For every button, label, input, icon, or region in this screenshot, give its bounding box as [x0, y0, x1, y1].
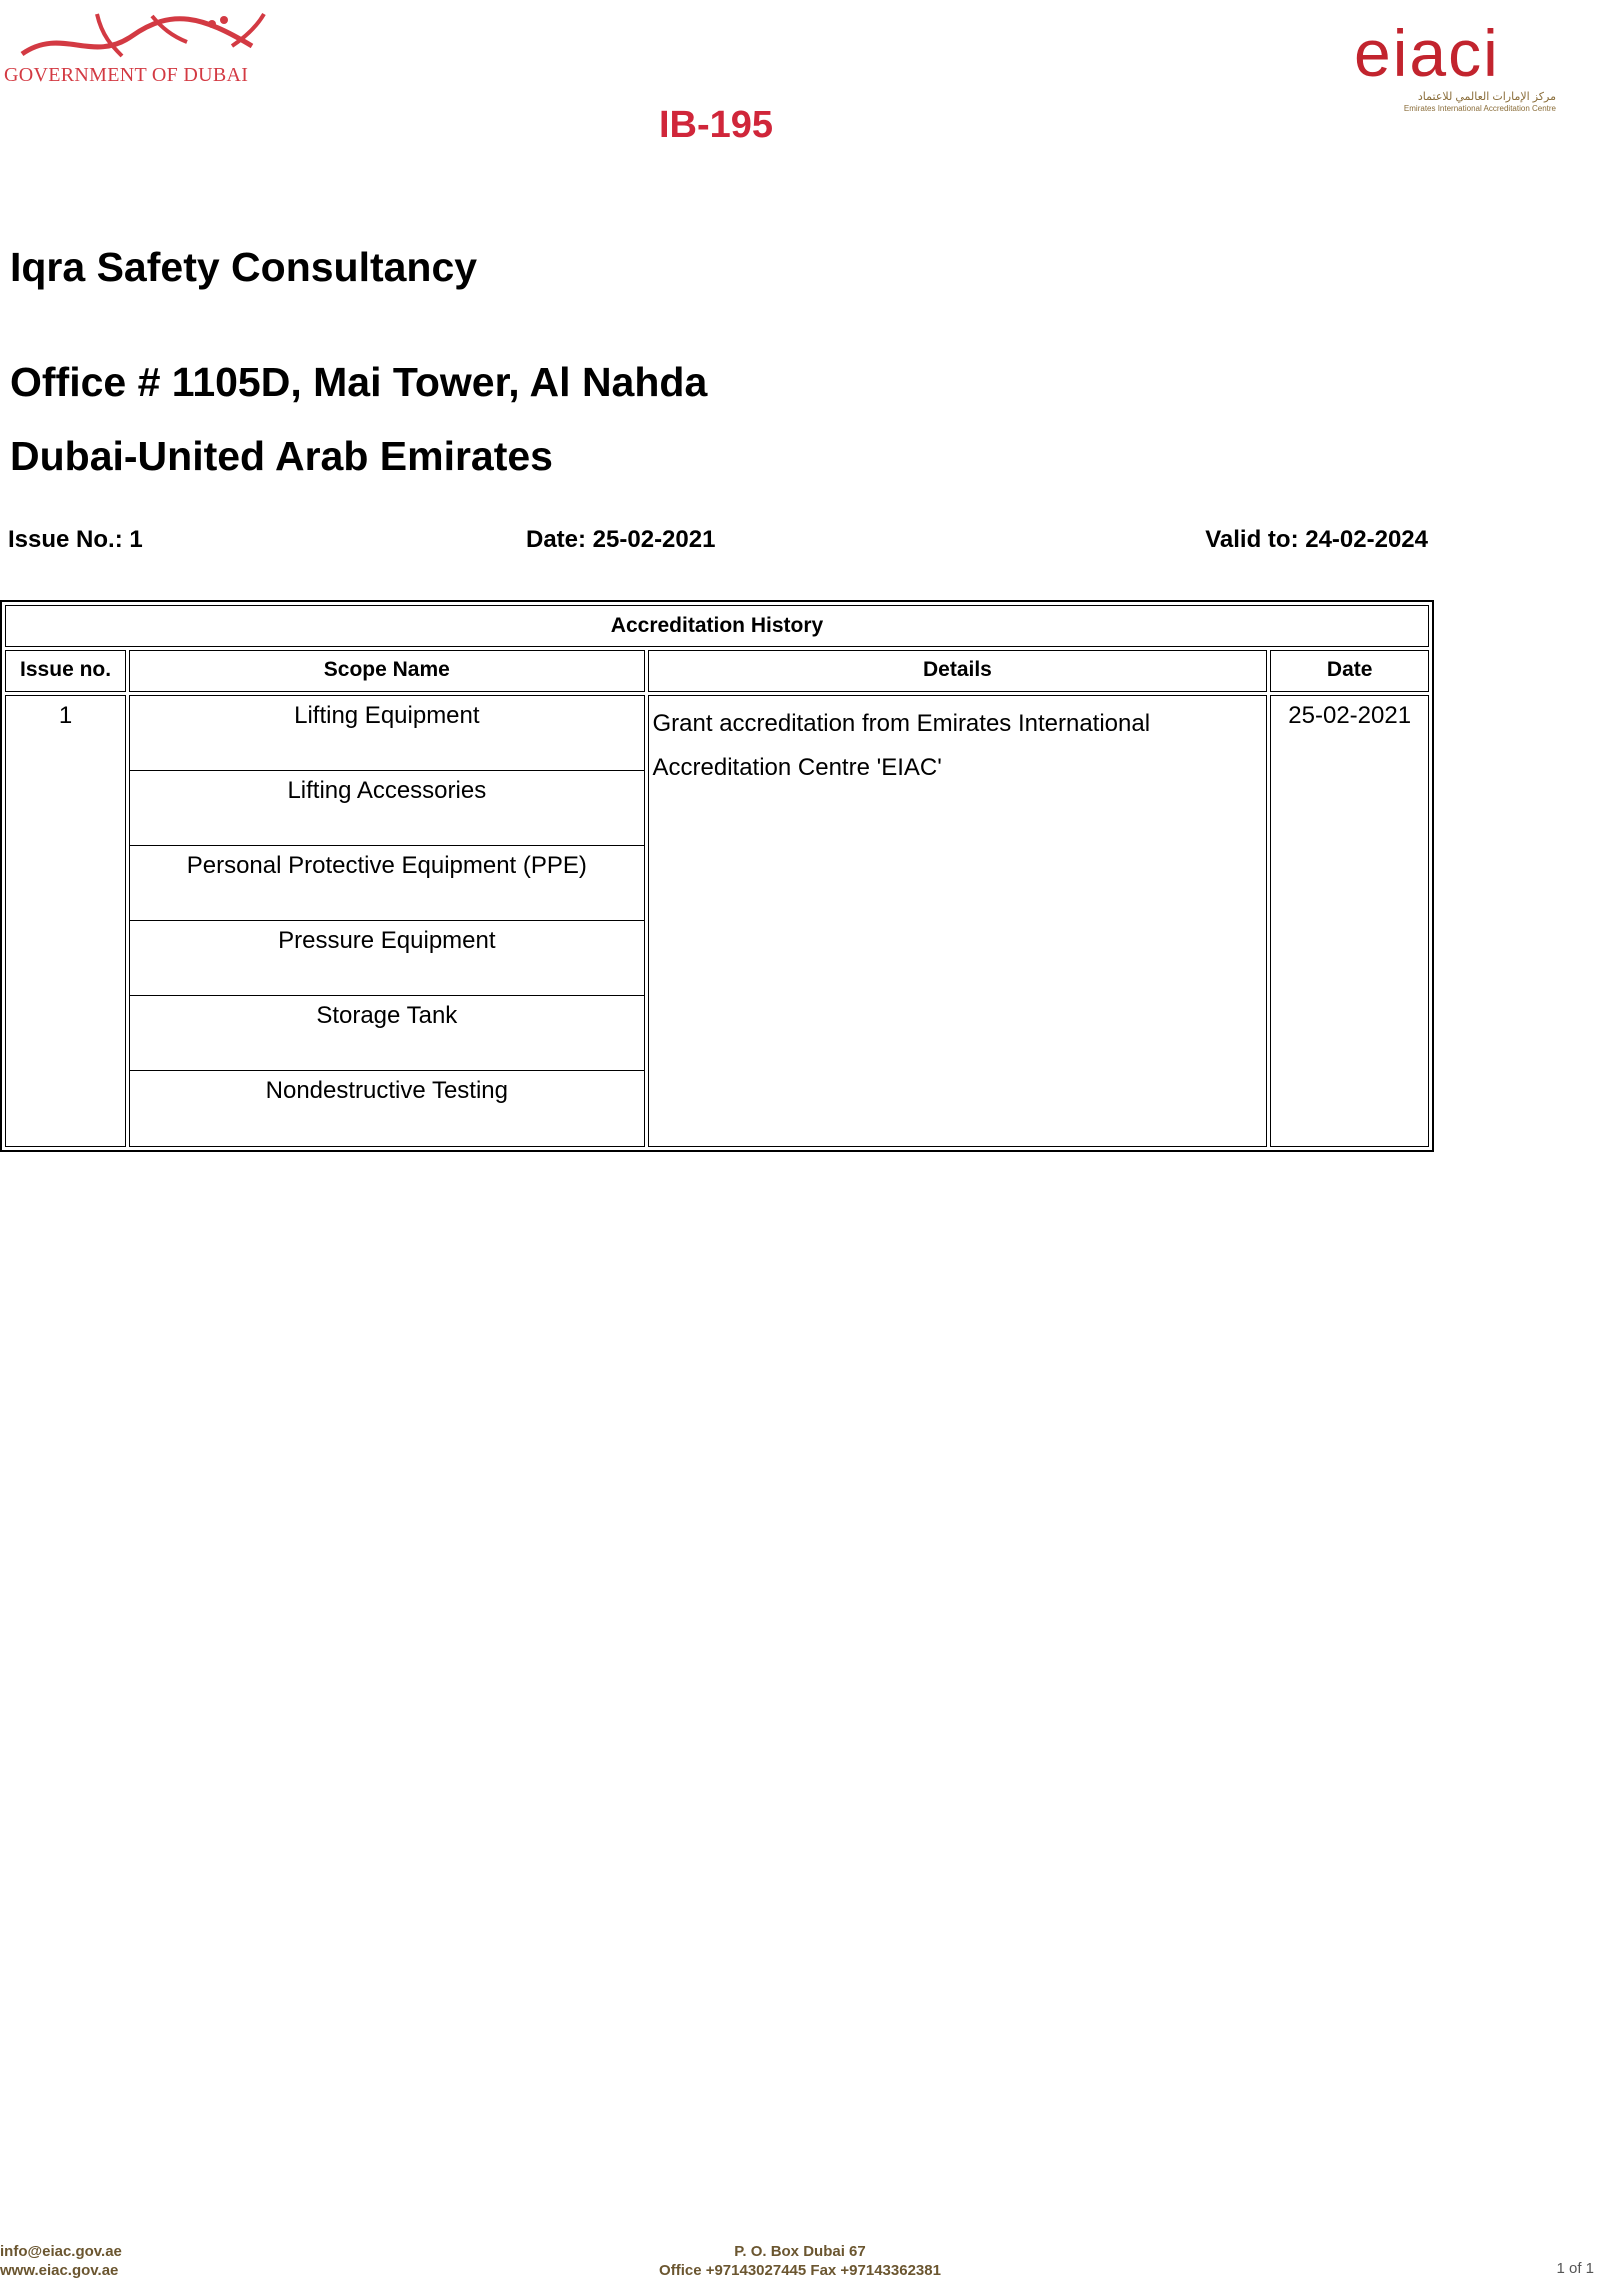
eiac-logo-arabic: مركز الإمارات العالمي للاعتماد [1417, 91, 1556, 103]
footer-phone-fax: Office +97143027445 Fax +97143362381 [659, 2262, 941, 2279]
scope-item: Personal Protective Equipment (PPE) [130, 846, 643, 921]
scope-item: Nondestructive Testing [265, 1077, 508, 1104]
address-line-1: Office # 1105D, Mai Tower, Al Nahda [10, 359, 708, 405]
issue-no-cell: 1 [5, 695, 126, 1147]
footer-po-box: P. O. Box Dubai 67 [734, 2243, 866, 2260]
page-number: 1 of 1 [1556, 2260, 1594, 2277]
column-header-date: Date [1270, 650, 1429, 692]
document-code: IB-195 [658, 104, 774, 146]
table-caption: Accreditation History [5, 605, 1429, 647]
footer-email[interactable]: info@eiac.gov.ae [0, 2243, 122, 2260]
issue-date: Date: 25-02-2021 [526, 526, 716, 553]
table-row [5, 695, 1429, 1147]
details-cell: Grant accreditation from Emirates International Accreditation Centre 'EIAC' [648, 695, 1268, 1147]
accreditation-history-table [0, 600, 1434, 1152]
scope-item: Pressure Equipment [130, 921, 643, 996]
eiac-logo-wordmark: eiaci [1354, 16, 1500, 90]
eiac-logo-english: Emirates International Accreditation Centre [1403, 104, 1556, 113]
government-of-dubai-logo [2, 6, 292, 90]
column-header-scope-name: Scope Name [129, 650, 644, 692]
scope-item: Lifting Equipment [130, 696, 643, 771]
column-header-details: Details [648, 650, 1268, 692]
arabic-calligraphy-icon [2, 6, 292, 66]
government-of-dubai-text: GOVERNMENT OF DUBAI [4, 64, 249, 86]
date-cell: 25-02-2021 [1270, 695, 1429, 1147]
issue-number: Issue No.: 1 [8, 526, 143, 553]
scope-item: Storage Tank [130, 996, 643, 1071]
organization-name: Iqra Safety Consultancy [10, 244, 478, 290]
scope-name-cell [129, 695, 644, 1147]
footer-website[interactable]: www.eiac.gov.ae [0, 2262, 119, 2279]
scope-item: Lifting Accessories [130, 771, 643, 846]
valid-to: Valid to: 24-02-2024 [1205, 526, 1428, 553]
column-header-issue-no: Issue no. [5, 650, 126, 692]
address-line-2: Dubai-United Arab Emirates [10, 433, 553, 479]
